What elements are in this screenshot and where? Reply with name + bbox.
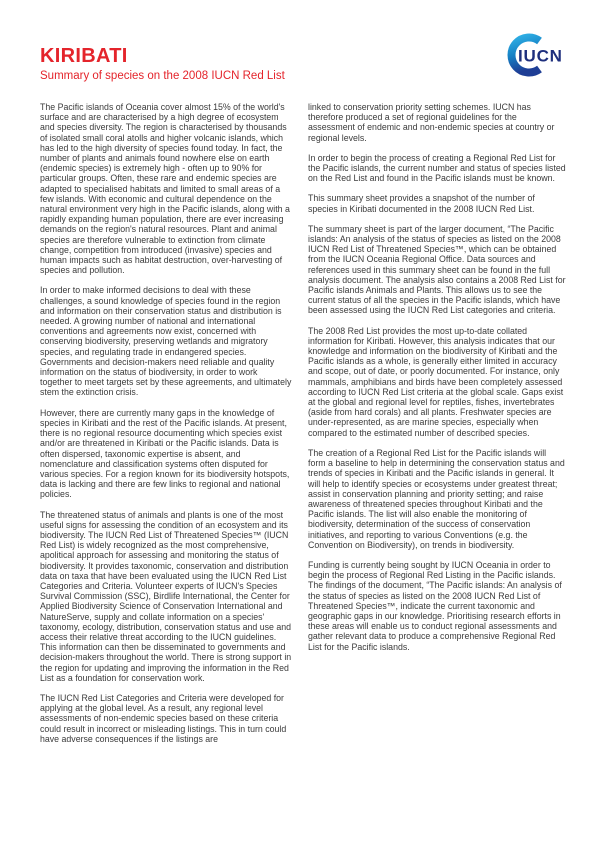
iucn-logo: [503, 31, 575, 81]
paragraph-left-3: However, there are currently many gaps in the knowledge of species in Kiribati and the rest of the Pacific islands. At present, there is no regional resource documenting which species exist and/or are threatened in Kiribati or the Pacific islands. Data is often dispersed, taxonomic expertise is absent, and nomenclature and classification systems often disputed for various species. For a region known for its biodiversity hotspots, data is lacking and there are few links to regional and national policies.: [40, 407, 290, 500]
right-column: [308, 102, 566, 754]
document-body: [40, 102, 566, 754]
paragraph-right-5: The 2008 Red List provides the most up-to-date collated information for Kiribati. However, this analysis indicates that our knowledge and information on the biodiversity of Kiribati and the Pacific islands as a whole, is generally either limited in accuracy and scope, out of date, or poorly documented. For instance, only mammals, amphibians and birds have been completely assessed according to IUCN Red List criteria at the global scale. Gaps exist at the global and regional level for reptiles, fishes, invertebrates (aside from hard corals) and all plants. Freshwater species are under-represented, as are marine species, especially when compared to the estimated number of described species.: [308, 325, 564, 438]
paragraph-left-1: The Pacific islands of Oceania cover almost 15% of the world's surface and are characterised by a high degree of ecosystem and species diversity. The region is characterised by thousands of isolated small coral atolls and higher volcanic islands, which has led to the high diversity of species found today. In fact, the number of plants and animals found nowhere else on earth (endemic species) is extremely high - often up to 90% for particular groups. Often, these rare and endemic species are adapted to specialised habitats and limited to small areas of a few islands. With economic and cultural dependence on the natural environment very high in the Pacific islands, along with a rapidly expanding human population, there are ever increasing demands on the region's natural resources. Plant and animal species are therefore vulnerable to extinction from climate change, competition from introduced (invasive) species and human impacts such as habitat destruction, over-harvesting of species and pollution.: [40, 102, 290, 276]
iucn-logo-text: IUCN: [518, 46, 563, 66]
paragraph-left-2: In order to make informed decisions to deal with these challenges, a sound knowledge of species found in the region and information on their conservation status and distribution is needed. A growing number of national and international conventions and agreements now exist, concerned with conserving biodiversity, preserving wetlands and migratory species, and regulating trade in endangered species. Governments and decision-makers need reliable and quality information on the status of biodiversity, in order to work together to meet targets set by these agreements, and ultimately stem the extinction crisis.: [40, 285, 292, 398]
iucn-logo-graphic: [503, 31, 575, 81]
page-title: KIRIBATI: [40, 45, 128, 67]
document-header: [40, 46, 285, 83]
paragraph-right-2: In order to begin the process of creating a Regional Red List for the Pacific islands, the current number and status of species listed on the Red List and found in the Pacific islands must be known.: [308, 152, 566, 184]
paragraph-left-5: The IUCN Red List Categories and Criteria were developed for applying at the global level. As a result, any regional level assessments of non-endemic species based on these criteria could result in incorrect or misleading listings. This in turn could have adverse consequences if the listings are: [40, 692, 287, 744]
left-column: [40, 102, 292, 754]
paragraph-right-1: linked to conservation priority setting schemes. IUCN has therefore produced a set of regional guidelines for the assessment of endemic and non-endemic species at country or regional levels.: [308, 102, 555, 143]
paragraph-left-4: The threatened status of animals and plants is one of the most useful signs for assessing the condition of an ecosystem and its biodiversity. The IUCN Red List of Threatened Species™ (IUCN Red List) is widely recognized as the most comprehensive, apolitical approach for assessing and monitoring the status of biodiversity. It provides taxonomic, conservation and distribution data on taxa that have been evaluated using the IUCN Red List Categories and Criteria. Volunteer experts of IUCN's Species Survival Commission (SSC), Birdlife International, the Center for Applied Biodiversity Science of Conservation International and NatureServe, supply and collate information on a species' taxonomy, ecology, distribution, conservation status and use and access their relative threat according to the IUCN guidelines. This information can then be disseminated to governments and decision-makers throughout the world. There is strong support in the region for updating and improving the information in the Red List as a foundation for conservation work.: [40, 509, 292, 683]
paragraph-right-7: Funding is currently being sought by IUCN Oceania in order to begin the process of Regional Red Listing in the Pacific islands. The findings of the document, “The Pacific islands: An analysis of the status of species as listed on the 2008 IUCN Red List of Threatened Species™, indicate the current taxonomic and geographic gaps in our knowledge. Prioritising research efforts in these areas will enable us to conduct regional assessments and gather relevant data to produce a comprehensive Regional Red List for the Pacific islands.: [308, 559, 562, 652]
page-subtitle: Summary of species on the 2008 IUCN Red List: [40, 70, 285, 82]
paragraph-right-3: This summary sheet provides a snapshot of the number of species in Kiribati documented in the 2008 IUCN Red List.: [308, 193, 535, 214]
paragraph-right-4: The summary sheet is part of the larger document, “The Pacific islands: An analysis of the status of species as listed on the 2008 IUCN Red List of Threatened Species™, which can be obtained from the IUCN Oceania Regional Office. Data sources and references used in this summary sheet can be found in the full analysis document. The analysis also contains a 2008 Red List for Pacific islands Animals and Plants. This allows us to see the current status of all the species in the Pacific islands, which have been assessed using the IUCN Red List categories and criteria.: [308, 223, 566, 316]
paragraph-right-6: The creation of a Regional Red List for the Pacific islands will form a baseline to help in determining the conservation status and trends of species in Kiribati and the Pacific islands in general. It will help to identify species or ecosystems under greatest threat; assist in conservation planning and priority setting; and raise awareness of threatened species throughout Kiribati and the Pacific islands. The list will also enable the monitoring of biodiversity, determination of the success of conservation initiatives, and reporting to various Conventions (e.g. the Convention on Biodiversity), on trends in biodiversity.: [308, 447, 565, 550]
